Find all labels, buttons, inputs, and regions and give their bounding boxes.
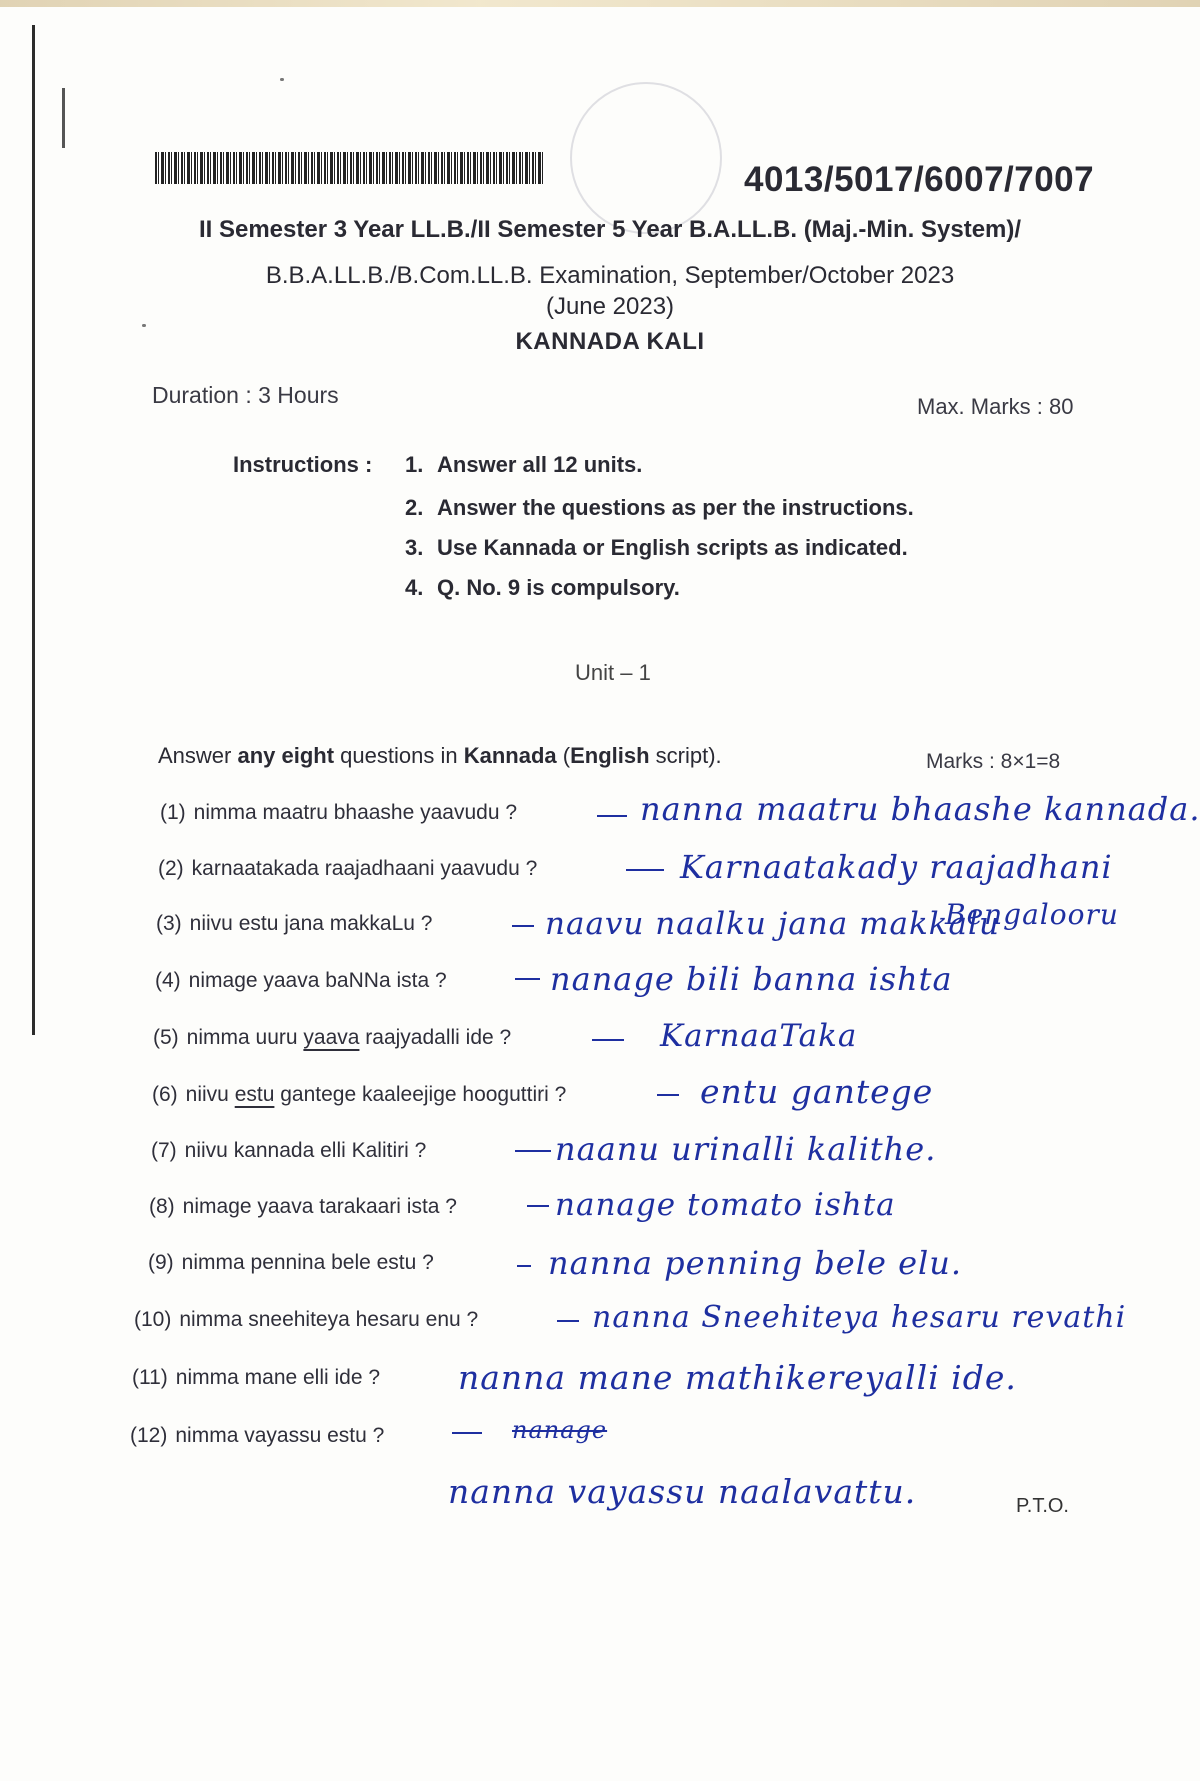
question-number: (9) xyxy=(148,1251,174,1274)
question-number: (3) xyxy=(156,912,182,935)
exam-title-line-1: II Semester 3 Year LL.B./II Semester 5 Year B.A.LL.B. (Maj.-Min. System)/ xyxy=(198,216,1022,243)
question-number: (1) xyxy=(160,801,186,824)
question-text: nimma vayassu estu ? xyxy=(175,1424,385,1447)
instruction-item xyxy=(405,575,680,601)
instruction-number: 1. xyxy=(405,452,424,477)
instruction-part-bold: Kannada xyxy=(463,743,557,768)
instruction-number: 2. xyxy=(405,495,424,520)
question-row xyxy=(152,1083,566,1107)
handwritten-answer: naavu naalku jana makkalu xyxy=(545,906,1000,942)
handwritten-dash xyxy=(515,978,540,980)
handwritten-answer: nanna mane mathikereyalli ide. xyxy=(458,1358,1017,1397)
handwritten-answer: KarnaaTaka xyxy=(660,1018,858,1054)
handwritten-dash xyxy=(557,1320,579,1322)
handwritten-dash xyxy=(626,869,664,871)
handwritten-struck-word: nanage xyxy=(512,1416,608,1444)
scan-speck xyxy=(142,324,146,327)
question-number: (8) xyxy=(149,1195,175,1218)
question-number: (7) xyxy=(151,1139,177,1162)
question-row xyxy=(153,1026,511,1050)
exam-title-line-2: B.B.A.LL.B./B.Com.LL.B. Examination, September/October 2023 xyxy=(265,262,955,289)
handwritten-dash xyxy=(452,1432,482,1434)
handwritten-answer: nanna Sneehiteya hesaru revathi xyxy=(592,1300,1127,1335)
question-text: karnaatakada raajadhaani yaavudu ? xyxy=(191,857,538,880)
instruction-part: questions in xyxy=(334,743,464,768)
question-row xyxy=(130,1424,384,1448)
scan-speck xyxy=(280,78,284,81)
instructions-label: Instructions : xyxy=(233,452,373,477)
handwritten-dash xyxy=(592,1039,624,1041)
question-number: (11) xyxy=(132,1366,168,1389)
question-text: raajyadalli ide ? xyxy=(359,1026,512,1049)
unit-instruction xyxy=(158,743,722,769)
barcode xyxy=(155,152,545,184)
question-text: nimage yaava tarakaari ista ? xyxy=(182,1195,457,1218)
question-row xyxy=(134,1308,478,1332)
question-row xyxy=(155,969,447,993)
unit-title: Unit – 1 xyxy=(575,660,651,685)
question-number: (12) xyxy=(130,1424,168,1447)
instruction-part-bold: any eight xyxy=(237,743,335,768)
handwritten-answer: nanage bili banna ishta xyxy=(550,960,953,998)
instruction-item xyxy=(405,535,908,561)
question-text: gantege kaaleejige hooguttiri ? xyxy=(274,1083,567,1106)
question-text: niivu kannada elli Kalitiri ? xyxy=(184,1139,427,1162)
question-text: nimma pennina bele estu ? xyxy=(181,1251,434,1274)
question-number: (2) xyxy=(158,857,184,880)
max-marks: Max. Marks : 80 xyxy=(917,394,1074,419)
question-text: nimma maatru bhaashe yaavudu ? xyxy=(193,801,518,824)
instruction-part-bold: English xyxy=(570,743,650,768)
question-text: nimma uuru xyxy=(186,1026,304,1049)
instruction-part: ( xyxy=(556,743,571,768)
instruction-part: Answer xyxy=(158,743,238,768)
handwritten-dash xyxy=(517,1265,531,1267)
handwritten-answer: entu gantege xyxy=(700,1072,934,1111)
page-edge-mark xyxy=(62,88,65,148)
handwritten-answer: naanu urinalli kalithe. xyxy=(555,1130,937,1168)
handwritten-answer: nanage tomato ishta xyxy=(555,1187,896,1223)
handwritten-dash xyxy=(657,1094,679,1096)
question-row xyxy=(160,801,517,825)
duration: Duration : 3 Hours xyxy=(152,382,339,408)
handwritten-answer: nanna vayassu naalavattu. xyxy=(448,1472,917,1511)
paper-code: 4013/5017/6007/7007 xyxy=(744,160,1095,199)
handwritten-answer: Bengalooru xyxy=(945,898,1119,931)
exam-session: (June 2023) xyxy=(545,293,675,320)
instruction-text: Q. No. 9 is compulsory. xyxy=(437,575,680,600)
question-text: niivu estu jana makkaLu ? xyxy=(189,912,433,935)
handwritten-answer: nanna penning bele elu. xyxy=(548,1244,963,1282)
instruction-number: 3. xyxy=(405,535,424,560)
question-row xyxy=(149,1195,457,1219)
question-text: nimma sneehiteya hesaru enu ? xyxy=(179,1308,479,1331)
question-text: nimage yaava baNNa ista ? xyxy=(188,969,447,992)
pto-label: P.T.O. xyxy=(1016,1495,1069,1517)
subject-title: KANNADA KALI xyxy=(515,328,705,355)
unit-marks: Marks : 8×1=8 xyxy=(926,750,1061,773)
handwritten-dash xyxy=(512,925,534,927)
question-number: (5) xyxy=(153,1026,179,1049)
question-number: (10) xyxy=(134,1308,172,1331)
question-text: nimma mane elli ide ? xyxy=(175,1366,381,1389)
instruction-text: Use Kannada or English scripts as indicated. xyxy=(437,535,908,560)
question-row xyxy=(132,1366,380,1390)
top-edge-strip xyxy=(0,0,1200,7)
question-text: niivu xyxy=(185,1083,235,1106)
question-number: (6) xyxy=(152,1083,178,1106)
instruction-text: Answer the questions as per the instructions. xyxy=(437,495,914,520)
handwritten-dash xyxy=(527,1205,549,1207)
page-edge-line xyxy=(32,25,35,1035)
question-row xyxy=(148,1251,434,1275)
question-text-underlined: estu xyxy=(234,1083,275,1106)
handwritten-dash xyxy=(515,1150,551,1152)
instruction-item xyxy=(405,452,642,478)
instruction-number: 4. xyxy=(405,575,424,600)
question-row xyxy=(158,857,537,881)
question-row xyxy=(156,912,432,936)
question-number: (4) xyxy=(155,969,181,992)
handwritten-answer: Karnaatakady raajadhani xyxy=(680,848,1113,886)
handwritten-dash xyxy=(597,815,627,817)
question-row xyxy=(151,1139,426,1163)
instruction-item xyxy=(405,495,914,521)
faint-seal-stamp xyxy=(570,82,722,234)
instruction-text: Answer all 12 units. xyxy=(437,452,643,477)
question-text-underlined: yaava xyxy=(303,1026,360,1049)
handwritten-answer: nanna maatru bhaashe kannada. xyxy=(640,790,1200,828)
instruction-part: script). xyxy=(649,743,722,768)
